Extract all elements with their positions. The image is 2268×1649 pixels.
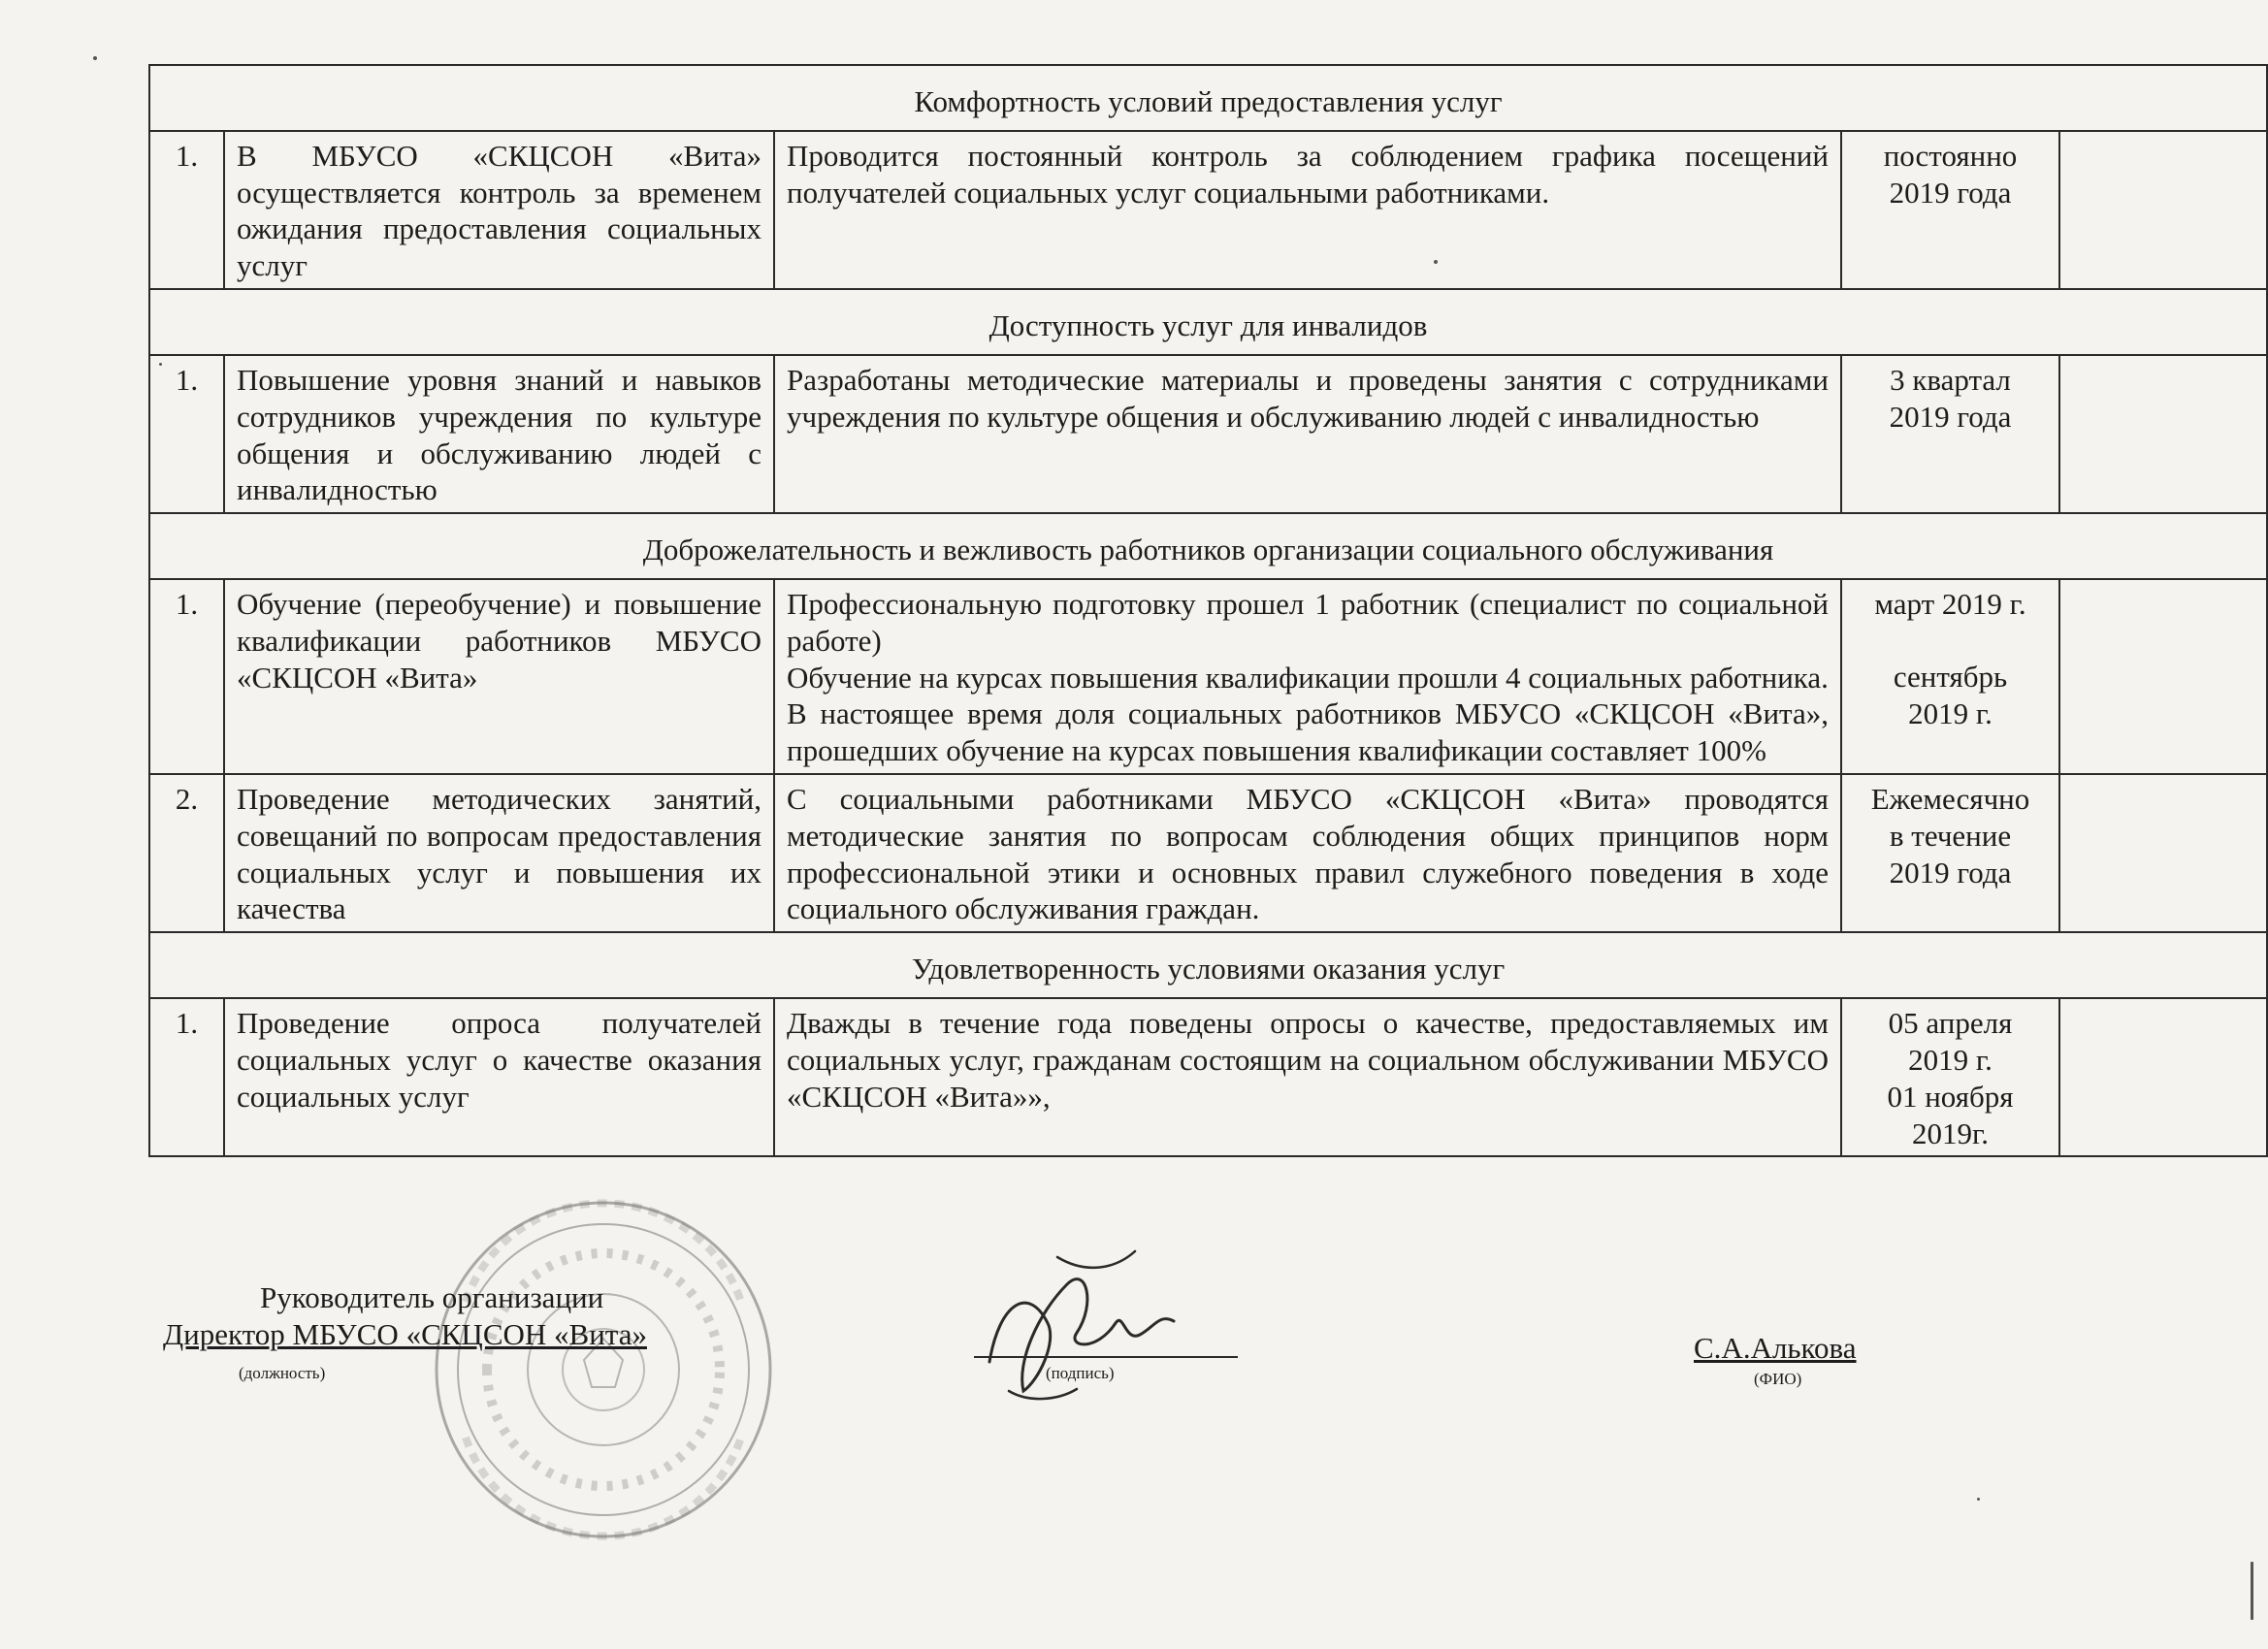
term-line: 3 квартал bbox=[1890, 362, 2011, 397]
term-line: 2019 года bbox=[1889, 855, 2012, 889]
term-line: 01 ноября bbox=[1887, 1079, 2014, 1114]
result-paragraph: Разработаны методические материалы и проведены занятия с сотрудниками учреждения по культуре общения и обслуживанию людей с инвалидностью bbox=[787, 362, 1829, 434]
measure-cell: В МБУСО «СКЦСОН «Вита» осуществляется контроль за временем ожидания предоставления социальных услуг bbox=[224, 131, 774, 289]
report-table-body bbox=[149, 65, 2267, 1156]
term-line: март 2019 г. bbox=[1874, 586, 2026, 621]
result-paragraph: Дважды в течение года поведены опросы о качестве, предоставляемых им социальных услуг, гражданам состоящим на социальном обслуживании МБУСО «СКЦСОН «Вита»», bbox=[787, 1006, 1829, 1114]
result-paragraph: Профессиональную подготовку прошел 1 работник (специалист по социальной работе) bbox=[787, 586, 1829, 658]
result-cell bbox=[774, 355, 1841, 513]
term-cell bbox=[1841, 355, 2059, 513]
empty-cell bbox=[2059, 131, 2267, 289]
signatory-position: Директор МБУСО «СКЦСОН «Вита» bbox=[163, 1317, 647, 1351]
term-cell bbox=[1841, 774, 2059, 932]
signatory-fio: С.А.Алькова bbox=[1694, 1331, 1857, 1365]
measure-cell: Проведение опроса получателей социальных услуг о качестве оказания социальных услуг bbox=[224, 998, 774, 1156]
term-line: сентябрь bbox=[1893, 659, 2008, 694]
measure-cell: Повышение уровня знаний и навыков сотрудников учреждения по культуре общения и обслуживанию людей с инвалидностью bbox=[224, 355, 774, 513]
empty-cell bbox=[2059, 579, 2267, 774]
section-header-row bbox=[149, 513, 2267, 579]
section-title: Доброжелательность и вежливость работников организации социального обслуживания bbox=[149, 513, 2267, 579]
measure-cell: Проведение методических занятий, совещаний по вопросам предоставления социальных услуг и повышения их качества bbox=[224, 774, 774, 932]
result-cell bbox=[774, 998, 1841, 1156]
term-line bbox=[1854, 623, 2047, 659]
row-number: 1. bbox=[149, 355, 224, 513]
term-line: 2019 года bbox=[1889, 399, 2012, 434]
signature-block bbox=[0, 1280, 2268, 1571]
term-line: 2019 г. bbox=[1908, 1042, 1993, 1077]
section-title: Комфортность условий предоставления услуг bbox=[149, 65, 2267, 131]
term-line: в течение bbox=[1889, 818, 2012, 853]
section-title: Удовлетворенность условиями оказания услуг bbox=[149, 932, 2267, 998]
row-number: 2. bbox=[149, 774, 224, 932]
signature-caption: (подпись) bbox=[1046, 1364, 1115, 1382]
term-line: постоянно bbox=[1883, 138, 2018, 173]
table-row bbox=[149, 355, 2267, 513]
result-cell bbox=[774, 579, 1841, 774]
section-header-row bbox=[149, 65, 2267, 131]
term-cell bbox=[1841, 998, 2059, 1156]
result-paragraph: Проводится постоянный контроль за соблюдением графика посещений получателей социальных услуг социальными работниками. bbox=[787, 138, 1829, 210]
table-row bbox=[149, 998, 2267, 1156]
row-number: 1. bbox=[149, 579, 224, 774]
scan-speck bbox=[93, 56, 97, 60]
section-header-row bbox=[149, 932, 2267, 998]
term-line: 2019 года bbox=[1889, 175, 2012, 210]
empty-cell bbox=[2059, 355, 2267, 513]
result-cell bbox=[774, 774, 1841, 932]
term-line: 2019г. bbox=[1912, 1116, 1989, 1150]
table-row bbox=[149, 579, 2267, 774]
term-line: 2019 г. bbox=[1908, 695, 1993, 730]
fio-caption: (ФИО) bbox=[1754, 1370, 1802, 1388]
section-header-row bbox=[149, 289, 2267, 355]
result-paragraph: Обучение на курсах повышения квалификации прошли 4 социальных работника. bbox=[787, 660, 1829, 695]
result-cell bbox=[774, 131, 1841, 289]
section-title: Доступность услуг для инвалидов bbox=[149, 289, 2267, 355]
measure-cell: Обучение (переобучение) и повышение квалификации работников МБУСО «СКЦСОН «Вита» bbox=[224, 579, 774, 774]
signature-line bbox=[974, 1356, 1238, 1358]
result-paragraph: С социальными работниками МБУСО «СКЦСОН «Вита» проводятся методические занятия по вопросам соблюдения общих принципов норм профессиональной этики и основных правил служебного поведения в ходе социального обслуживания граждан. bbox=[787, 782, 1829, 926]
table-row bbox=[149, 774, 2267, 932]
term-line: 05 апреля bbox=[1888, 1006, 2013, 1041]
term-cell bbox=[1841, 131, 2059, 289]
term-cell bbox=[1841, 579, 2059, 774]
table-row bbox=[149, 131, 2267, 289]
term-line: Ежемесячно bbox=[1870, 782, 2030, 816]
row-number: 1. bbox=[149, 998, 224, 1156]
signatory-title: Руководитель организации bbox=[260, 1280, 604, 1314]
row-number: 1. bbox=[149, 131, 224, 289]
empty-cell bbox=[2059, 774, 2267, 932]
report-table bbox=[148, 64, 2268, 1157]
result-paragraph: В настоящее время доля социальных работников МБУСО «СКЦСОН «Вита», прошедших обучение на курсах повышения квалификации составляет 100% bbox=[787, 696, 1829, 768]
empty-cell bbox=[2059, 998, 2267, 1156]
position-caption: (должность) bbox=[239, 1364, 326, 1382]
